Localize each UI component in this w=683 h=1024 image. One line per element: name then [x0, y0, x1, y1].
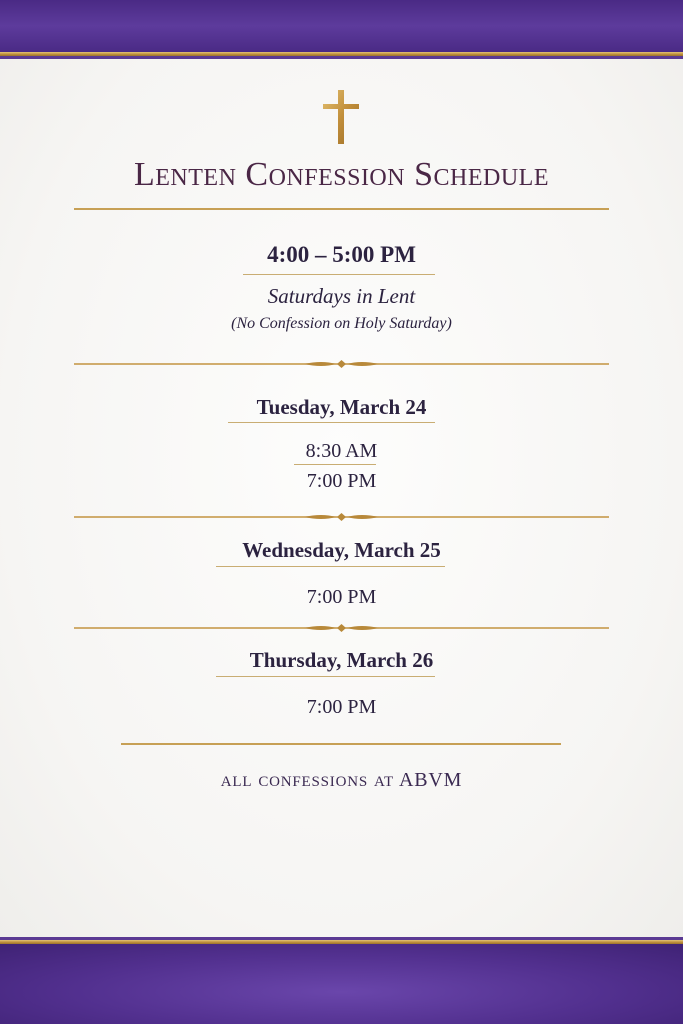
footer-place: ABVM	[399, 769, 463, 791]
day-heading: Tuesday, March 24	[256, 395, 427, 419]
holy-saturday-note: (No Confession on Holy Saturday)	[231, 315, 452, 332]
day-underline	[216, 566, 445, 567]
page-title: Lenten Confession Schedule	[133, 156, 549, 193]
confession-time: 7:00 PM	[306, 696, 377, 718]
day-underline	[228, 422, 435, 423]
ornament-divider	[74, 359, 609, 369]
ornament-divider	[74, 623, 609, 633]
cross-icon	[320, 88, 362, 146]
bottom-purple-band	[0, 944, 683, 1024]
top-purple-band	[0, 0, 683, 52]
footer-location	[0, 767, 683, 792]
saturday-time-underline	[243, 274, 435, 275]
saturday-time: 4:00 – 5:00 PM	[267, 242, 416, 267]
confession-time: 7:00 PM	[306, 586, 377, 608]
ornament-divider	[74, 512, 609, 522]
confession-time: 7:00 PM	[306, 470, 377, 492]
confession-time: 8:30 AM	[305, 440, 378, 462]
saturday-label: Saturdays in Lent	[267, 284, 416, 308]
day-heading: Thursday, March 26	[249, 648, 434, 672]
time-underline	[294, 464, 376, 465]
day-heading: Wednesday, March 25	[242, 538, 441, 562]
title-divider	[74, 208, 609, 210]
footer-divider	[121, 743, 561, 745]
day-underline	[216, 676, 435, 677]
footer-prefix: all confessions at	[220, 767, 394, 791]
